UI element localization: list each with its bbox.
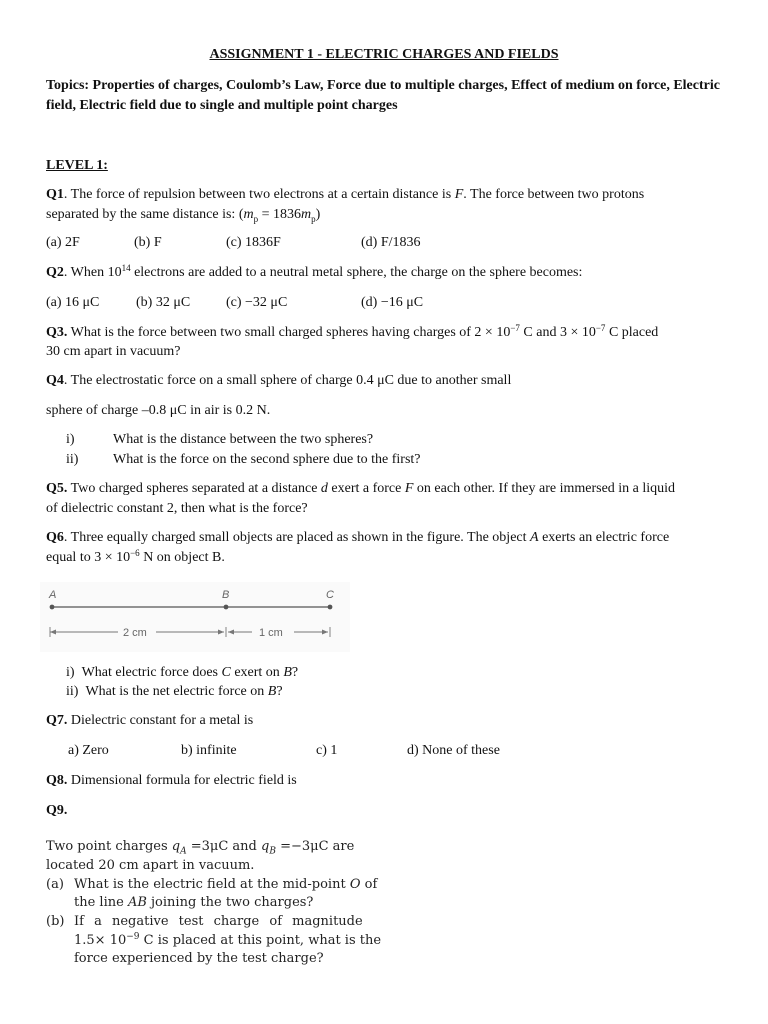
q9-point-o: O: [349, 877, 361, 892]
q7-option-d: d) None of these: [407, 743, 500, 758]
q3-text: What is the force between two small charged spheres having charges of 2 × 10: [67, 325, 511, 340]
q4-line2: sphere of charge –0.8 μC in air is 0.2 N.: [46, 403, 271, 418]
q1-mp: m: [243, 207, 254, 222]
q6-sub1-text-cont: exert on: [230, 665, 284, 680]
q3-line2: 30 cm apart in vacuum?: [46, 344, 181, 359]
q6-exponent: −6: [130, 548, 140, 558]
q1-option-a: (a) 2F: [46, 235, 80, 250]
q6-line2-end: N on object B.: [139, 550, 225, 565]
q7-number: Q7.: [46, 713, 68, 728]
q2-line1: [46, 264, 582, 281]
q1-line2: [46, 206, 320, 228]
q2-option-a: (a) 16 μC: [46, 295, 100, 310]
q6-sub2: [66, 683, 283, 700]
q6-sub2-text: What is the net electric force on: [85, 684, 268, 699]
q6-sub1-var-b: B: [283, 665, 292, 680]
q9-number: Q9.: [46, 803, 68, 818]
label-b: B: [222, 589, 230, 601]
q5-force-var: F: [404, 481, 414, 496]
q6-line1: [46, 529, 669, 546]
q6-text-cont: exerts an electric force: [538, 530, 670, 545]
q6-sub1-text-end: ?: [291, 665, 299, 680]
q6-sub2-text-end: ?: [276, 684, 283, 699]
q1-mp2-sub: p: [311, 213, 316, 224]
label-a: A: [49, 589, 57, 601]
q9-part-b-line1: If a negative test charge of magnitude: [74, 914, 363, 929]
q1-option-c: (c) 1836F: [226, 235, 281, 250]
q9-qb-sub: B: [269, 846, 276, 857]
q1-eq: = 1836: [258, 207, 302, 222]
q7-line1: [46, 712, 253, 729]
q7-option-b: b) infinite: [181, 743, 237, 758]
q6-sub2-number: ii): [66, 684, 79, 699]
q6-object-a-var: A: [530, 530, 539, 545]
q6-line2-text: equal to 3 × 10: [46, 550, 131, 565]
q5-text-cont: exert a force: [327, 481, 405, 496]
q9-part-b-label: (b): [46, 914, 65, 929]
q8-number: Q8.: [46, 773, 68, 788]
q9-part-b-line2-text: 1.5× 10: [74, 933, 127, 948]
q6-sub1-number: i): [66, 665, 75, 680]
q6-sub1: [66, 664, 298, 681]
label-c: C: [326, 589, 334, 601]
q6-sub1-text: What electric force does: [81, 665, 222, 680]
charge-b-dot: [224, 605, 229, 610]
q1-mp2: m: [301, 207, 312, 222]
q7-text: Dielectric constant for a metal is: [67, 713, 254, 728]
q1-text-cont: . The force between two protons: [463, 187, 645, 202]
q4-sub1-text: What is the distance between the two spheres?: [113, 432, 374, 447]
q5-line1: [46, 480, 675, 497]
q2-option-c: (c) −32 μC: [226, 295, 288, 310]
q9-part-a-line2: [74, 894, 313, 912]
q4-line1: [46, 372, 511, 389]
q9-text: Two point charges: [46, 839, 172, 854]
q2-number: Q2: [46, 265, 64, 280]
q2-option-d: (d) −16 μC: [361, 295, 424, 310]
q9-part-b-exp: −9: [126, 932, 140, 942]
q9-line-ab: AB: [127, 895, 147, 910]
q2-text: . When 10: [63, 265, 122, 280]
q2-text-cont: electrons are added to a neutral metal sphere, the charge on the sphere becomes:: [130, 265, 583, 280]
q6-sub2-var-b: B: [267, 684, 277, 699]
q4-sub2-number: ii): [66, 452, 79, 467]
q1-option-b: (b) F: [134, 235, 162, 250]
q5-line2: of dielectric constant 2, then what is the force?: [46, 501, 308, 516]
q6-line2: [46, 549, 225, 566]
q9-line2: located 20 cm apart in vacuum.: [46, 858, 255, 873]
q3-exp2: −7: [595, 323, 606, 333]
q1-text: . The force of repulsion between two electrons at a certain distance is: [63, 187, 455, 202]
figure-background: [40, 582, 350, 652]
q8-text: Dimensional formula for electric field is: [67, 773, 297, 788]
q6-number: Q6: [46, 530, 64, 545]
q4-sub1-number: i): [66, 432, 75, 447]
q8-line1: [46, 772, 297, 789]
q1-number: Q1: [46, 187, 64, 202]
q5-number: Q5.: [46, 481, 68, 496]
q2-option-b: (b) 32 μC: [136, 295, 191, 310]
q1-mp-sub: p: [253, 213, 259, 224]
q1-line1: [46, 186, 644, 203]
q3-text-cont: C and 3 × 10: [519, 325, 596, 340]
q3-exp1: −7: [510, 323, 520, 333]
q6-text: . Three equally charged small objects are placed as shown in the figure. The object: [63, 530, 531, 545]
q5-text: Two charged spheres separated at a distance: [67, 481, 321, 496]
q4-number: Q4: [46, 373, 64, 388]
q9-qa-sub: A: [180, 846, 187, 857]
q9-qb: q: [261, 839, 270, 854]
q1-line2-text: separated by the same distance is: (: [46, 207, 244, 222]
q9-part-b-line2: [74, 932, 381, 950]
q3-line1: [46, 324, 658, 341]
q7-option-c: c) 1: [316, 743, 338, 758]
q9-part-a-text-end: of: [360, 877, 378, 892]
q9-part-a-line2-text: the line: [74, 895, 128, 910]
q9-part-a-line1: [74, 876, 377, 894]
charge-c-dot: [328, 605, 333, 610]
q9-part-a-line2-end: joining the two charges?: [146, 895, 314, 910]
page-title: ASSIGNMENT 1 - ELECTRIC CHARGES AND FIELDS: [209, 47, 559, 62]
q4-sub2-text: What is the force on the second sphere due to the first?: [113, 452, 421, 467]
q9-part-b-line2-end: C is placed at this point, what is the: [139, 933, 382, 948]
q9-part-a-label: (a): [46, 877, 64, 892]
q5-distance-var: d: [320, 481, 328, 496]
q6-figure: [40, 582, 350, 652]
q9-part-b-line3: force experienced by the test charge?: [74, 951, 324, 966]
q9-qa: q: [171, 839, 181, 854]
q6-sub1-var-c: C: [221, 665, 231, 680]
q9-text-end: =−3μC are: [275, 839, 355, 854]
q7-option-a: a) Zero: [68, 743, 109, 758]
level-heading: LEVEL 1:: [46, 158, 108, 173]
charge-a-dot: [50, 605, 55, 610]
q3-number: Q3.: [46, 325, 68, 340]
q9-text-cont: =3μC and: [186, 839, 262, 854]
dim-bc-label: 1 cm: [259, 627, 283, 639]
q1-option-d: (d) F/1836: [361, 235, 421, 250]
dim-ab-label: 2 cm: [123, 627, 147, 639]
q1-force-var: F: [454, 187, 464, 202]
q1-close: ): [315, 207, 321, 222]
topics-text: Topics: Properties of charges, Coulomb’s Law, Force due to multiple charges, Effect of medium on force, Electric field, Electric field due to single and multiple point charges: [46, 78, 720, 113]
q2-exponent: 14: [121, 263, 131, 273]
q3-text-end: C placed: [605, 325, 659, 340]
q5-text-end: on each other. If they are immersed in a liquid: [413, 481, 676, 496]
q9-part-a-text: What is the electric field at the mid-point: [74, 877, 350, 892]
q4-text: . The electrostatic force on a small sphere of charge 0.4 μC due to another small: [63, 373, 512, 388]
